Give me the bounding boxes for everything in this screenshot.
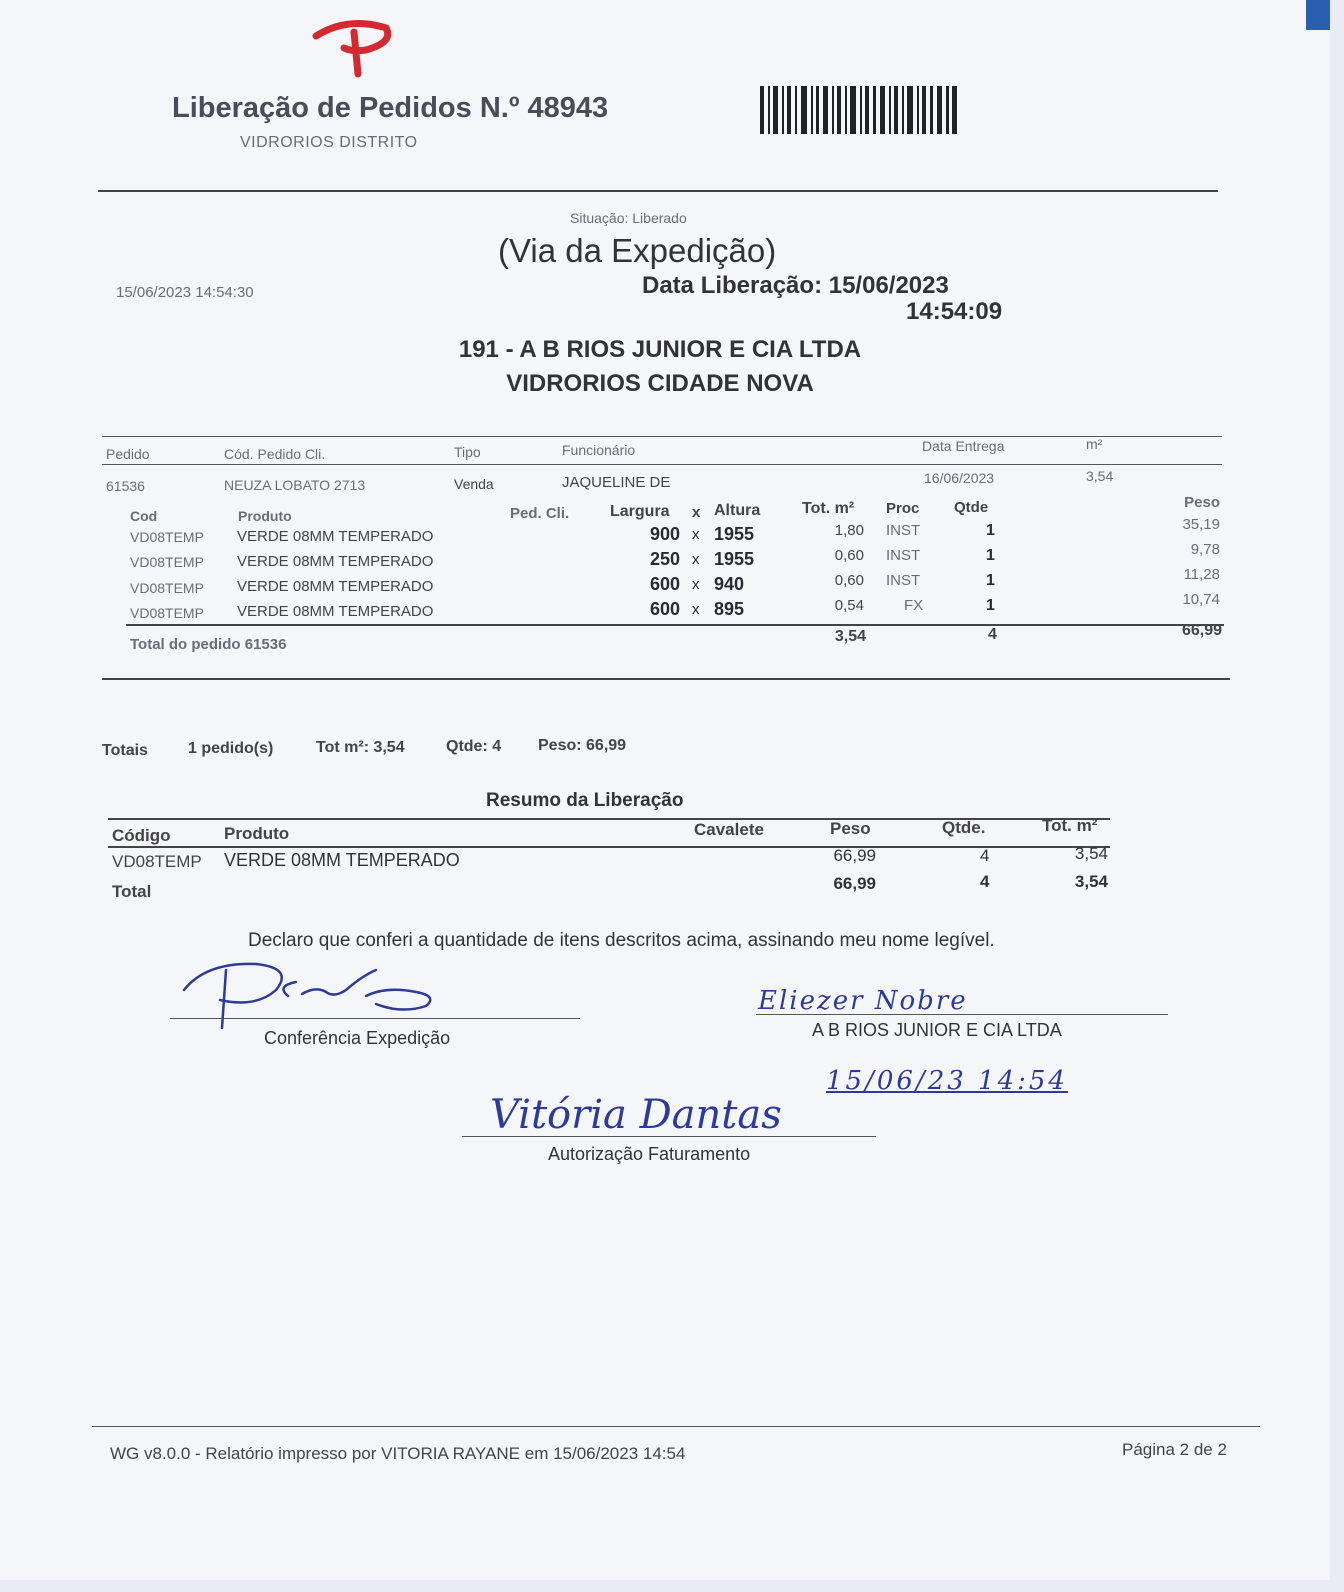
- totals-m2: Tot m²: 3,54: [316, 739, 405, 756]
- col-header-tipo: Tipo: [454, 444, 481, 460]
- date-handwritten: 15/06/23 14:54: [826, 1066, 1068, 1096]
- order-top-rule: [102, 436, 1222, 437]
- item-header-largura: Largura: [610, 503, 670, 520]
- item-produto: VERDE 08MM TEMPERADO: [237, 553, 434, 570]
- summary-total-peso: 66,99: [833, 874, 876, 893]
- item-peso: 10,74: [1182, 591, 1220, 608]
- items-bottom-rule: [102, 678, 1230, 680]
- item-header-qtde: Qtde: [954, 499, 989, 516]
- item-header-proc: Proc: [886, 500, 920, 517]
- order-tipo: Venda: [454, 476, 494, 492]
- declaration-text: Declaro que conferi a quantidade de itens descritos acima, assinando meu nome legível.: [248, 930, 995, 951]
- item-header-produto: Produto: [238, 508, 292, 524]
- item-qtde: 1: [986, 547, 995, 564]
- item-header-x: x: [692, 504, 701, 521]
- item-qtde: 1: [986, 522, 995, 539]
- summary-header-qtde: Qtde.: [942, 818, 986, 837]
- autorizacao-line: [462, 1136, 876, 1137]
- item-cod: VD08TEMP: [130, 605, 204, 621]
- item-peso: 35,19: [1182, 516, 1220, 533]
- release-date: Data Liberação: 15/06/2023: [642, 272, 949, 299]
- conferencia-line: [170, 1018, 580, 1019]
- item-x: x: [692, 526, 700, 543]
- red-mark-icon: [308, 14, 398, 80]
- item-header-ped-cli: Ped. Cli.: [510, 505, 570, 522]
- summary-title: Resumo da Liberação: [486, 790, 684, 811]
- client-sign-label: A B RIOS JUNIOR E CIA LTDA: [812, 1020, 1062, 1040]
- item-proc: FX: [904, 597, 924, 614]
- item-largura: 600: [649, 599, 680, 619]
- footer-rule: [92, 1426, 1260, 1427]
- footer-page-number: Página 2 de 2: [1122, 1440, 1227, 1459]
- summary-total-tot-m2: 3,54: [1074, 872, 1108, 891]
- release-time: 14:54:09: [906, 298, 1003, 325]
- barcode-icon: [760, 82, 960, 138]
- totals-pedidos: 1 pedido(s): [188, 740, 274, 757]
- item-qtde: 1: [986, 572, 995, 589]
- order-total-peso: 66,99: [1181, 622, 1222, 639]
- item-tot-m2: 1,80: [834, 522, 864, 539]
- item-peso: 9,78: [1190, 541, 1220, 558]
- summary-header-cavalete: Cavalete: [694, 820, 764, 839]
- summary-header-codigo: Código: [112, 826, 171, 845]
- conferencia-label: Conferência Expedição: [264, 1028, 451, 1048]
- order-total-m2: 3,54: [834, 628, 866, 645]
- item-tot-m2: 0,60: [834, 547, 864, 564]
- summary-header-peso: Peso: [830, 819, 871, 838]
- summary-peso: 66,99: [833, 846, 876, 865]
- order-m2: 3,54: [1086, 468, 1114, 484]
- totals-qtde: Qtde: 4: [446, 738, 502, 755]
- item-header-tot-m2: Tot. m²: [802, 500, 855, 517]
- col-header-data-entrega: Data Entrega: [922, 438, 1005, 454]
- col-header-funcionario: Funcionário: [562, 442, 636, 458]
- client-name: 191 - A B RIOS JUNIOR E CIA LTDA: [458, 336, 862, 363]
- item-altura: 940: [714, 574, 745, 594]
- document-subtitle: VIDRORIOS DISTRITO: [240, 134, 418, 151]
- col-header-cod-pedido: Cód. Pedido Cli.: [224, 446, 326, 462]
- item-proc: INST: [886, 547, 921, 564]
- client-sign-line: [756, 1014, 1168, 1015]
- item-produto: VERDE 08MM TEMPERADO: [237, 578, 434, 595]
- col-header-pedido: Pedido: [106, 446, 150, 462]
- item-altura: 1955: [714, 549, 755, 569]
- order-data-entrega: 16/06/2023: [924, 470, 995, 486]
- order-funcionario: JAQUELINE DE: [562, 474, 671, 491]
- item-cod: VD08TEMP: [130, 580, 204, 596]
- item-largura: 900: [649, 524, 680, 544]
- item-tot-m2: 0,60: [834, 572, 864, 589]
- totals-label: Totais: [102, 742, 148, 759]
- item-x: x: [692, 576, 700, 593]
- totals-peso: Peso: 66,99: [538, 737, 627, 754]
- item-altura: 895: [714, 599, 745, 619]
- conferencia-signature-icon: [176, 956, 456, 1036]
- item-peso: 11,28: [1183, 566, 1220, 583]
- summary-total-label: Total: [112, 882, 152, 901]
- order-total-qtde: 4: [988, 626, 997, 643]
- order-header-rule: [102, 464, 1222, 465]
- col-header-m2: m²: [1086, 436, 1103, 452]
- client-store: VIDRORIOS CIDADE NOVA: [506, 370, 814, 397]
- via-title: (Via da Expedição): [498, 232, 777, 269]
- items-total-rule: [126, 624, 1224, 626]
- item-altura: 1955: [714, 524, 755, 544]
- item-proc: INST: [886, 572, 921, 589]
- summary-header-tot-m2: Tot. m²: [1042, 816, 1098, 835]
- item-header-peso: Peso: [1184, 494, 1220, 511]
- summary-qtde: 4: [980, 846, 990, 865]
- item-cod: VD08TEMP: [130, 529, 204, 545]
- item-produto: VERDE 08MM TEMPERADO: [237, 603, 434, 620]
- item-cod: VD08TEMP: [130, 554, 204, 570]
- client-signature-handwritten: Eliezer Nobre: [758, 986, 968, 1016]
- summary-header-rule: [108, 846, 1110, 848]
- footer-printed-by: WG v8.0.0 - Relatório impresso por VITORIA RAYANE em 15/06/2023 14:54: [110, 1444, 686, 1463]
- item-x: x: [692, 551, 700, 568]
- printed-timestamp: 15/06/2023 14:54:30: [116, 284, 254, 301]
- item-qtde: 1: [986, 597, 995, 614]
- item-header-altura: Altura: [714, 502, 761, 519]
- item-produto: VERDE 08MM TEMPERADO: [237, 528, 434, 545]
- autorizacao-label: Autorização Faturamento: [548, 1144, 751, 1164]
- document-title: Liberação de Pedidos N.º 48943: [172, 92, 609, 124]
- item-x: x: [692, 601, 700, 618]
- summary-codigo: VD08TEMP: [112, 852, 202, 871]
- background-edge: [1306, 0, 1330, 30]
- summary-total-qtde: 4: [980, 872, 990, 891]
- order-total-label: Total do pedido 61536: [130, 636, 287, 653]
- status-text: Situação: Liberado: [570, 210, 687, 226]
- order-pedido: 61536: [106, 478, 145, 494]
- summary-tot-m2: 3,54: [1074, 844, 1108, 863]
- item-largura: 600: [649, 574, 680, 594]
- autorizacao-signature-handwritten: Vitória Dantas: [490, 1092, 782, 1138]
- item-tot-m2: 0,54: [834, 597, 864, 614]
- item-largura: 250: [649, 549, 680, 569]
- item-proc: INST: [886, 522, 921, 539]
- header-divider: [98, 190, 1218, 192]
- summary-header-produto: Produto: [224, 824, 290, 843]
- summary-produto: VERDE 08MM TEMPERADO: [224, 850, 460, 870]
- order-cod-pedido: NEUZA LOBATO 2713: [224, 477, 366, 493]
- item-header-cod: Cod: [130, 508, 158, 524]
